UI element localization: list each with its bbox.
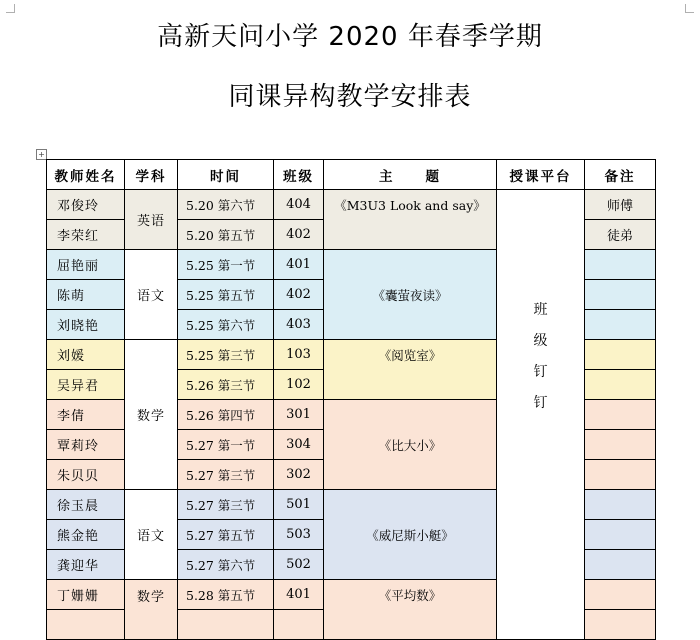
- note-cell: [585, 370, 656, 400]
- header-time: 时间: [178, 160, 274, 190]
- class-cell: 501: [274, 490, 324, 520]
- platform-char: 班: [533, 302, 548, 318]
- class-cell: 401: [274, 580, 324, 610]
- header-teacher: 教师姓名: [47, 160, 125, 190]
- class-cell: [274, 610, 324, 640]
- teacher-name: 吴异君: [47, 370, 125, 400]
- class-cell: 304: [274, 430, 324, 460]
- teacher-name: 丁姗姗: [47, 580, 125, 610]
- note-cell: [585, 250, 656, 280]
- time-cell: 5.28 第五节: [178, 580, 274, 610]
- time-cell: [178, 610, 274, 640]
- time-cell: 5.25 第五节: [178, 280, 274, 310]
- teacher-name: 邓俊玲: [47, 190, 125, 220]
- teacher-name: 熊金艳: [47, 520, 125, 550]
- class-cell: 402: [274, 280, 324, 310]
- topic-cell: 《平均数》: [324, 580, 497, 640]
- time-cell: 5.26 第四节: [178, 400, 274, 430]
- teacher-name: 陈萌: [47, 280, 125, 310]
- platform-char: 钉: [533, 364, 548, 380]
- class-cell: 402: [274, 220, 324, 250]
- teacher-name: 李倩: [47, 400, 125, 430]
- table-row: [47, 190, 656, 220]
- header-note: 备注: [585, 160, 656, 190]
- time-cell: 5.20 第五节: [178, 220, 274, 250]
- teacher-name: [47, 610, 125, 640]
- document-subtitle: 同课异构教学安排表: [228, 82, 472, 112]
- time-cell: 5.27 第三节: [178, 460, 274, 490]
- platform-text: [534, 295, 548, 419]
- note-cell: [585, 490, 656, 520]
- note-cell: 师傅: [585, 190, 656, 220]
- subject-cell: 数学: [125, 580, 178, 640]
- note-cell: [585, 280, 656, 310]
- note-cell: [585, 430, 656, 460]
- class-cell: 301: [274, 400, 324, 430]
- page-corner-mark-left: [6, 4, 15, 13]
- teacher-name: 屈艳丽: [47, 250, 125, 280]
- time-cell: 5.27 第五节: [178, 520, 274, 550]
- header-platform: 授课平台: [497, 160, 585, 190]
- subject-cell: 英语: [125, 190, 178, 250]
- class-cell: 103: [274, 340, 324, 370]
- table-move-handle-icon[interactable]: +: [36, 149, 47, 160]
- note-cell: [585, 310, 656, 340]
- note-cell: 徒弟: [585, 220, 656, 250]
- topic-cell: 《阅览室》: [324, 340, 497, 400]
- teacher-name: 覃莉玲: [47, 430, 125, 460]
- header-class: 班级: [274, 160, 324, 190]
- schedule-table: [46, 159, 656, 640]
- teacher-name: 徐玉晨: [47, 490, 125, 520]
- subject-cell: 语文: [125, 250, 178, 340]
- note-cell: [585, 340, 656, 370]
- time-cell: 5.27 第三节: [178, 490, 274, 520]
- note-cell: [585, 610, 656, 640]
- note-cell: [585, 460, 656, 490]
- class-cell: 403: [274, 310, 324, 340]
- teacher-name: 龚迎华: [47, 550, 125, 580]
- topic-cell: 《威尼斯小艇》: [324, 490, 497, 580]
- header-subject: 学科: [125, 160, 178, 190]
- note-cell: [585, 550, 656, 580]
- subject-cell: 语文: [125, 490, 178, 580]
- topic-cell: 《M3U3 Look and say》: [324, 190, 497, 250]
- class-cell: 503: [274, 520, 324, 550]
- page-corner-mark-right: [685, 4, 694, 13]
- document-title: 高新天问小学 2020 年春季学期: [157, 22, 543, 52]
- teacher-name: 李荣红: [47, 220, 125, 250]
- class-cell: 302: [274, 460, 324, 490]
- teacher-name: 朱贝贝: [47, 460, 125, 490]
- subject-cell: 数学: [125, 340, 178, 490]
- class-cell: 102: [274, 370, 324, 400]
- class-cell: 401: [274, 250, 324, 280]
- teacher-name: 刘晓艳: [47, 310, 125, 340]
- platform-cell: [497, 190, 585, 640]
- time-cell: 5.25 第一节: [178, 250, 274, 280]
- note-cell: [585, 580, 656, 610]
- platform-char: 级: [533, 333, 548, 349]
- time-cell: 5.27 第一节: [178, 430, 274, 460]
- time-cell: 5.26 第三节: [178, 370, 274, 400]
- time-cell: 5.25 第六节: [178, 310, 274, 340]
- time-cell: 5.20 第六节: [178, 190, 274, 220]
- teacher-name: 刘媛: [47, 340, 125, 370]
- note-cell: [585, 520, 656, 550]
- table-header-row: [47, 160, 656, 190]
- topic-cell: 《囊萤夜读》: [324, 250, 497, 340]
- class-cell: 404: [274, 190, 324, 220]
- platform-char: 钉: [533, 395, 548, 411]
- header-topic: 主 题: [324, 160, 497, 190]
- note-cell: [585, 400, 656, 430]
- topic-cell: 《比大小》: [324, 400, 497, 490]
- class-cell: 502: [274, 550, 324, 580]
- time-cell: 5.25 第三节: [178, 340, 274, 370]
- time-cell: 5.27 第六节: [178, 550, 274, 580]
